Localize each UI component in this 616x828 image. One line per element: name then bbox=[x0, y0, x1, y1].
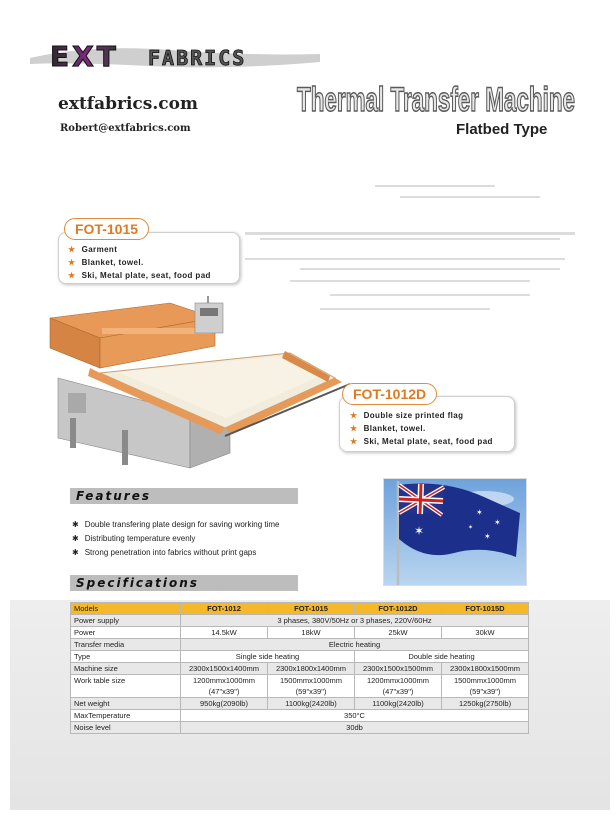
model-features-fot-1012d bbox=[350, 409, 493, 448]
specifications-table bbox=[70, 602, 529, 734]
table-header-cell: FOT-1015D bbox=[442, 603, 529, 615]
page-subtitle: Flatbed Type bbox=[456, 121, 548, 138]
table-cell: 2300x1500x1400mm bbox=[181, 663, 268, 675]
svg-text:Thermal Transfer Machine: Thermal Transfer Machine bbox=[297, 81, 575, 119]
website-url: extfabrics.com bbox=[58, 94, 198, 114]
table-cell: (47"x39") bbox=[355, 686, 442, 698]
table-cell: 1200mmx1000mm bbox=[181, 675, 268, 687]
table-cell: Double side heating bbox=[355, 651, 529, 663]
table-row bbox=[71, 722, 529, 734]
list-item: ★ Blanket, towel. bbox=[68, 258, 144, 267]
table-row bbox=[71, 710, 529, 722]
flag-photo bbox=[383, 478, 527, 586]
page-title bbox=[294, 75, 579, 121]
svg-text:✶: ✶ bbox=[494, 518, 501, 527]
table-cell: Single side heating bbox=[181, 651, 355, 663]
table-header-cell: Models bbox=[71, 603, 181, 615]
ext-fabrics-logo bbox=[30, 40, 320, 72]
star-icon: ★ bbox=[68, 258, 76, 267]
table-cell: Power supply bbox=[71, 615, 181, 627]
table-cell: Work table size bbox=[71, 675, 181, 698]
star-icon: ✱ bbox=[72, 519, 79, 529]
table-cell: 1250kg(2750lb) bbox=[442, 698, 529, 710]
table-row bbox=[71, 615, 529, 627]
svg-text:✶: ✶ bbox=[468, 525, 474, 531]
star-icon: ★ bbox=[350, 424, 358, 433]
table-cell: Transfer media bbox=[71, 639, 181, 651]
list-item: ✱ Double transfering plate design for saving working time bbox=[72, 519, 280, 529]
list-item: ★ Blanket, towel. bbox=[350, 424, 426, 433]
table-cell: 30db bbox=[181, 722, 529, 734]
table-row bbox=[71, 627, 529, 639]
list-item: ✱ Distributing temperature evenly bbox=[72, 533, 196, 543]
star-icon: ★ bbox=[68, 271, 76, 280]
model-tag-fot-1015: FOT-1015 bbox=[64, 218, 149, 240]
table-header-cell: FOT-1015 bbox=[268, 603, 355, 615]
list-item: ★ Ski, Metal plate, seat, food pad bbox=[68, 271, 211, 280]
table-cell: (59"x39") bbox=[268, 686, 355, 698]
list-item: ★ Ski, Metal plate, seat, food pad bbox=[350, 437, 493, 446]
star-icon: ★ bbox=[350, 411, 358, 420]
svg-text:FABRICS: FABRICS bbox=[148, 46, 247, 70]
table-cell: Type bbox=[71, 651, 181, 663]
svg-text:EXT: EXT bbox=[50, 40, 119, 72]
table-cell: 1100kg(2420lb) bbox=[268, 698, 355, 710]
list-item: ✱ Strong penetration into fabrics without print gaps bbox=[72, 547, 257, 557]
table-row bbox=[71, 639, 529, 651]
svg-text:✶: ✶ bbox=[414, 524, 425, 538]
table-cell: 2300x1800x1400mm bbox=[268, 663, 355, 675]
table-cell: 350°C bbox=[181, 710, 529, 722]
features-heading: Features bbox=[76, 489, 151, 503]
table-header-cell: FOT-1012 bbox=[181, 603, 268, 615]
table-cell: Noise level bbox=[71, 722, 181, 734]
model-features-fot-1015 bbox=[68, 243, 211, 282]
svg-text:✶: ✶ bbox=[476, 508, 483, 517]
star-icon: ✱ bbox=[72, 533, 79, 543]
table-cell: 18kW bbox=[268, 627, 355, 639]
table-cell: Power bbox=[71, 627, 181, 639]
list-item: ★ Double size printed flag bbox=[350, 411, 464, 420]
table-cell: 950kg(2090lb) bbox=[181, 698, 268, 710]
table-header-cell: FOT-1012D bbox=[355, 603, 442, 615]
table-row bbox=[71, 603, 529, 615]
table-row bbox=[71, 698, 529, 710]
table-cell: 3 phases, 380V/50Hz or 3 phases, 220V/60Hz bbox=[181, 615, 529, 627]
specifications-heading: Specifications bbox=[76, 576, 199, 590]
star-icon: ★ bbox=[350, 437, 358, 446]
list-item: ★ Garment bbox=[68, 245, 118, 254]
contact-email: Robert@extfabrics.com bbox=[60, 123, 191, 134]
table-cell: (59"x39") bbox=[442, 686, 529, 698]
table-cell: (47"x39") bbox=[181, 686, 268, 698]
table-cell: 1100kg(2420lb) bbox=[355, 698, 442, 710]
table-cell: 1200mmx1000mm bbox=[355, 675, 442, 687]
svg-text:✶: ✶ bbox=[484, 532, 491, 541]
table-cell: Net weight bbox=[71, 698, 181, 710]
table-cell: 2300x1500x1500mm bbox=[355, 663, 442, 675]
star-icon: ★ bbox=[68, 245, 76, 254]
model-tag-fot-1012d: FOT-1012D bbox=[342, 383, 437, 405]
table-cell: 25kW bbox=[355, 627, 442, 639]
table-cell: 1500mmx1000mm bbox=[442, 675, 529, 687]
table-cell: Machine size bbox=[71, 663, 181, 675]
table-row bbox=[71, 675, 529, 687]
features-list bbox=[72, 517, 279, 559]
table-cell: MaxTemperature bbox=[71, 710, 181, 722]
table-cell: 1500mmx1000mm bbox=[268, 675, 355, 687]
table-cell: 14.5kW bbox=[181, 627, 268, 639]
table-row bbox=[71, 651, 529, 663]
table-row bbox=[71, 663, 529, 675]
star-icon: ✱ bbox=[72, 547, 79, 557]
table-cell: 2300x1800x1500mm bbox=[442, 663, 529, 675]
table-cell: Electric heating bbox=[181, 639, 529, 651]
table-cell: 30kW bbox=[442, 627, 529, 639]
